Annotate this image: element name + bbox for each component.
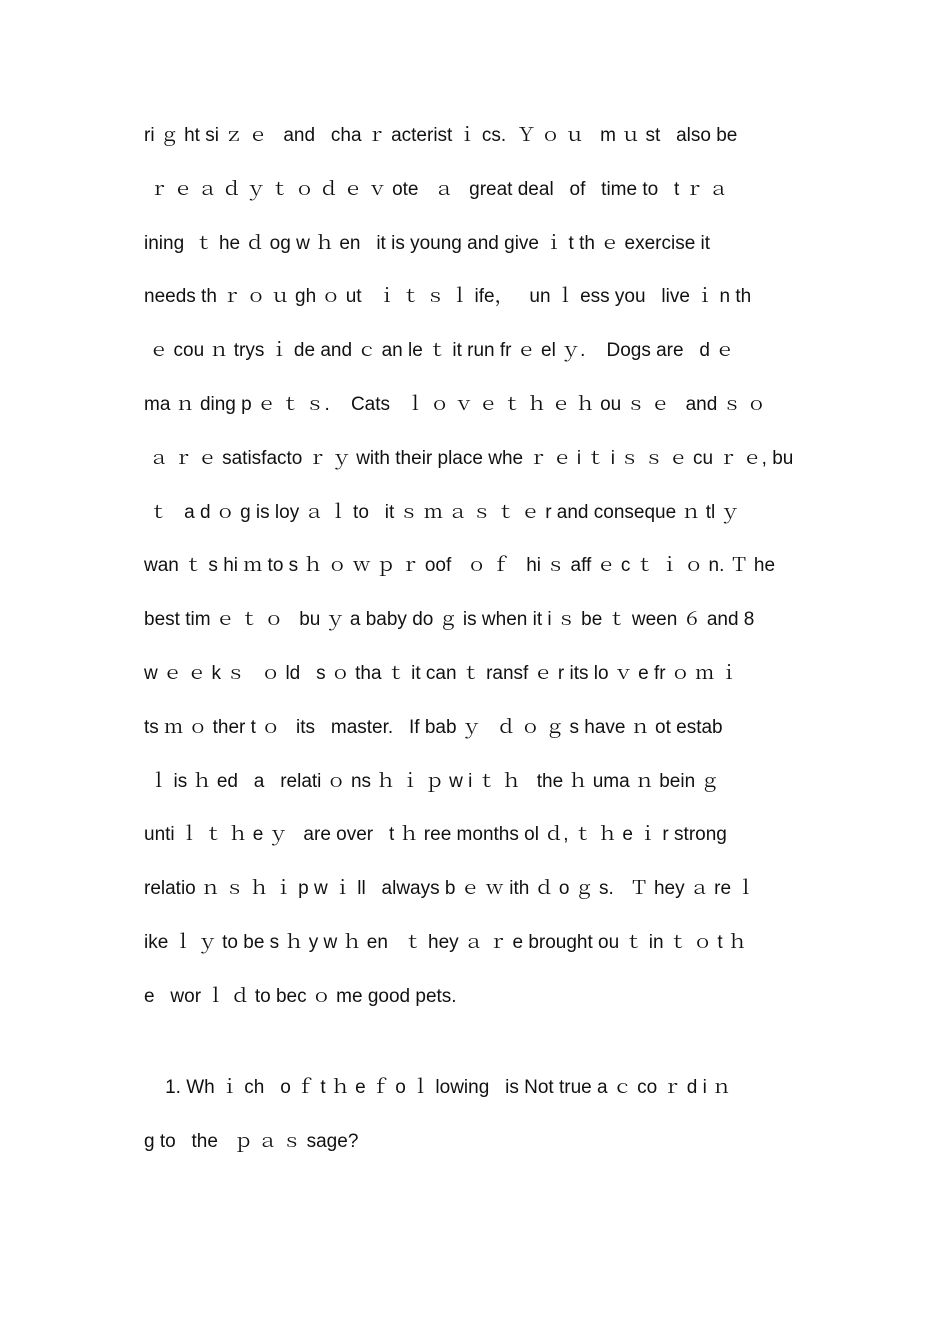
- question-1: [144, 1070, 814, 1178]
- question-line: g to the ｐ ａ ｓ sage?: [144, 1130, 359, 1152]
- passage-line: ｒ ｅ ａ ｄ ｙ ｔ ｏ ｄ ｅ ｖ ote ａ great deal of time to t ｒ ａ: [144, 178, 728, 200]
- question-line: 1. Wh ｉ ch o ｆ t ｈ e ｆ o ｌ lowing is Not true a ｃ co ｒ d i ｎ: [144, 1077, 732, 1098]
- passage-line: ining ｔ he ｄ og w ｈ en it is young and give ｉ t th ｅ exercise it: [144, 232, 711, 254]
- passage-line: ｌ is ｈ ed a relati ｏ ns ｈ ｉ ｐ w i ｔ ｈ the ｈ uma ｎ bein ｇ: [144, 770, 720, 792]
- passage-line: w ｅ ｅ k ｓ ｏ ld s ｏ tha ｔ it can ｔ ransf ｅ r its lo ｖ e fr ｏ ｍ ｉ: [144, 662, 739, 684]
- passage-line: ｅ cou ｎ trys ｉ de and ｃ an le ｔ it run fr ｅ el ｙ. Dogs are d ｅ: [144, 340, 735, 362]
- passage-line: ｔ a d ｏ g is loy ａ ｌ to it ｓ ｍ ａ ｓ ｔ ｅ r and conseque ｎ tl ｙ: [144, 501, 740, 523]
- passage-line: unti ｌ ｔ ｈ e ｙ are over t ｈ ree months ol ｄ, ｔ ｈ e ｉ r strong: [144, 824, 727, 846]
- passage-line: ａ ｒ ｅ satisfacto ｒ ｙ with their place whe ｒ ｅ i ｔ i ｓ ｓ ｅ cu ｒ ｅ, bu: [144, 447, 794, 469]
- passage-line: ike ｌ ｙ to be s ｈ y w ｈ en ｔ hey ａ ｒ e brought ou ｔ in ｔ ｏ t ｈ: [144, 931, 747, 953]
- passage-line: wan ｔ s hi ｍ to s ｈ ｏ ｗ ｐ ｒ oof ｏ ｆ hi ｓ aff ｅ c ｔ ｉ ｏ n. Ｔ he: [144, 555, 776, 577]
- passage-line: best tim ｅ ｔ ｏ bu ｙ a baby do ｇ is when it i ｓ be ｔ ween ６ and 8: [144, 609, 755, 631]
- passage-text: [144, 118, 814, 1033]
- passage-line: needs th ｒ ｏ ｕ gh ｏ ut ｉ ｔ ｓ ｌ ife， un ｌ ess you live ｉ n th: [144, 286, 752, 308]
- passage-line: ts ｍ ｏ ther t ｏ its master. If bab ｙ ｄ ｏ ｇ s have ｎ ot estab: [144, 716, 723, 738]
- passage-line: relatio ｎ ｓ ｈ ｉ p w ｉ ll always b ｅ ｗ ith ｄ o ｇ s. Ｔ hey ａ re ｌ: [144, 878, 756, 900]
- passage-line: ri ｇ ht si ｚ ｅ and cha ｒ acterist ｉ cs. Ｙ ｏ ｕ m ｕ st also be: [144, 125, 738, 146]
- passage-line: ma ｎ ding p ｅ ｔ ｓ. Cats ｌ ｏ ｖ ｅ ｔ ｈ ｅ ｈ ou ｓ ｅ and ｓ ｏ: [144, 393, 766, 415]
- passage-line: e wor ｌ ｄ to bec ｏ me good pets.: [144, 985, 457, 1007]
